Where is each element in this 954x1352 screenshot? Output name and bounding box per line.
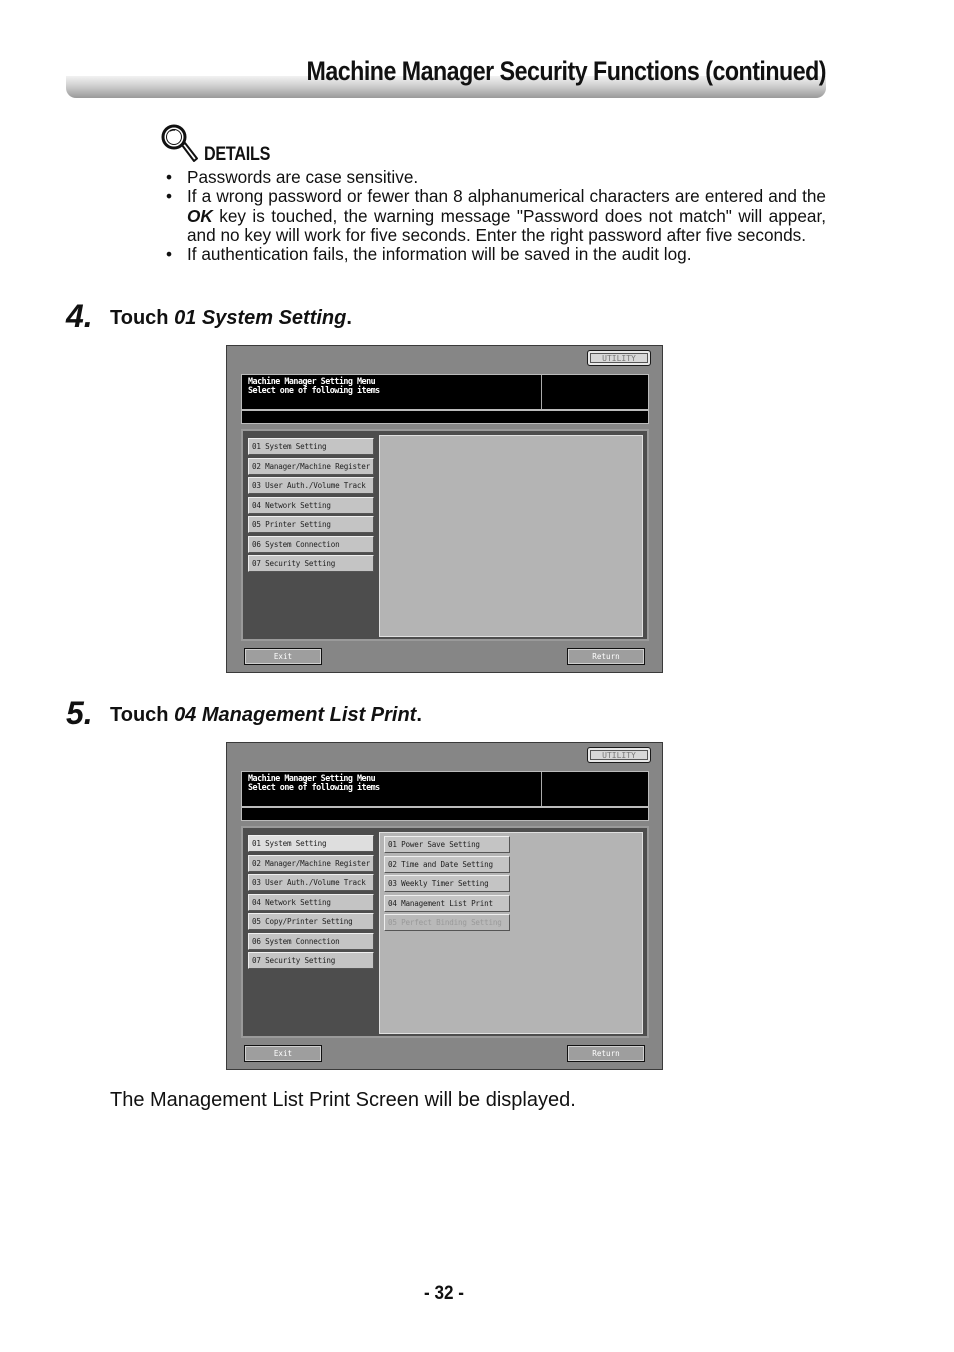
menu-button[interactable]: 06 System Connection <box>248 933 374 950</box>
menu-button[interactable]: 03 User Auth./Volume Track <box>248 477 374 494</box>
submenu-pane <box>379 435 643 637</box>
menu-button[interactable]: 01 System Setting <box>248 438 374 455</box>
details-label: DETAILS <box>204 144 271 165</box>
message-line: Select one of following items <box>248 782 380 792</box>
menu-button[interactable]: 07 Security Setting <box>248 555 374 572</box>
message-line: Select one of following items <box>248 385 380 395</box>
menu-button[interactable]: 05 Printer Setting <box>248 516 374 533</box>
return-button[interactable]: Return <box>567 648 645 665</box>
step-number: 4. <box>66 298 93 334</box>
message-divider <box>541 772 542 806</box>
submenu-button[interactable]: 03 Weekly Timer Setting <box>384 875 510 892</box>
details-section <box>158 122 828 265</box>
submenu-button[interactable]: 02 Time and Date Setting <box>384 856 510 873</box>
content-area <box>241 826 649 1038</box>
submenu-button[interactable]: 04 Management List Print <box>384 895 510 912</box>
step-number: 5. <box>66 695 93 731</box>
step-target: 04 Management List Print <box>174 704 417 726</box>
page-title: Machine Manager Security Functions (continued) <box>306 56 826 86</box>
utility-button[interactable]: UTILITY <box>587 350 651 366</box>
menu-button[interactable]: 07 Security Setting <box>248 952 374 969</box>
page-number: - 32 - <box>424 1283 464 1304</box>
details-bullet: • If a wrong password or fewer than 8 alphanumerical characters are entered and the OK key is touched, the warning message "Password does not match" will appear, and no key will work for five seconds. Enter the right password after five seconds. <box>166 187 826 245</box>
content-area <box>241 429 649 641</box>
message-area <box>241 771 649 807</box>
menu-button[interactable]: 05 Copy/Printer Setting <box>248 913 374 930</box>
details-list <box>166 168 826 264</box>
message-bar <box>241 807 649 821</box>
exit-button[interactable]: Exit <box>244 648 322 665</box>
menu-button[interactable]: 02 Manager/Machine Register <box>248 458 374 475</box>
menu-button[interactable]: 06 System Connection <box>248 536 374 553</box>
submenu-button[interactable]: 01 Power Save Setting <box>384 836 510 853</box>
step-target: 01 System Setting <box>174 307 347 329</box>
control-panel-screen <box>226 345 663 673</box>
message-line: Machine Manager Setting Menu <box>248 773 376 783</box>
message-bar <box>241 410 649 424</box>
details-bullet: • Passwords are case sensitive. <box>166 168 826 187</box>
details-bullet: • If authentication fails, the information will be saved in the audit log. <box>166 245 826 264</box>
step-5: 5. Touch 04 Management List Print. <box>66 695 422 731</box>
menu-button[interactable]: 02 Manager/Machine Register <box>248 855 374 872</box>
magnifier-icon <box>158 122 200 166</box>
message-line: Machine Manager Setting Menu <box>248 376 376 386</box>
closing-text: The Management List Print Screen will be displayed. <box>110 1089 576 1111</box>
details-heading <box>158 122 828 168</box>
ok-key-reference: OK <box>187 205 213 226</box>
message-area <box>241 374 649 410</box>
step-4: 4. Touch 01 System Setting. <box>66 298 352 334</box>
message-divider <box>541 375 542 409</box>
control-panel-screen <box>226 742 663 1070</box>
menu-button[interactable]: 04 Network Setting <box>248 894 374 911</box>
return-button[interactable]: Return <box>567 1045 645 1062</box>
submenu-button-disabled: 05 Perfect Binding Setting <box>384 914 510 931</box>
submenu-pane <box>379 832 643 1034</box>
menu-button[interactable]: 03 User Auth./Volume Track <box>248 874 374 891</box>
exit-button[interactable]: Exit <box>244 1045 322 1062</box>
menu-button[interactable]: 04 Network Setting <box>248 497 374 514</box>
menu-button-selected[interactable]: 01 System Setting <box>248 835 374 852</box>
utility-button[interactable]: UTILITY <box>587 747 651 763</box>
